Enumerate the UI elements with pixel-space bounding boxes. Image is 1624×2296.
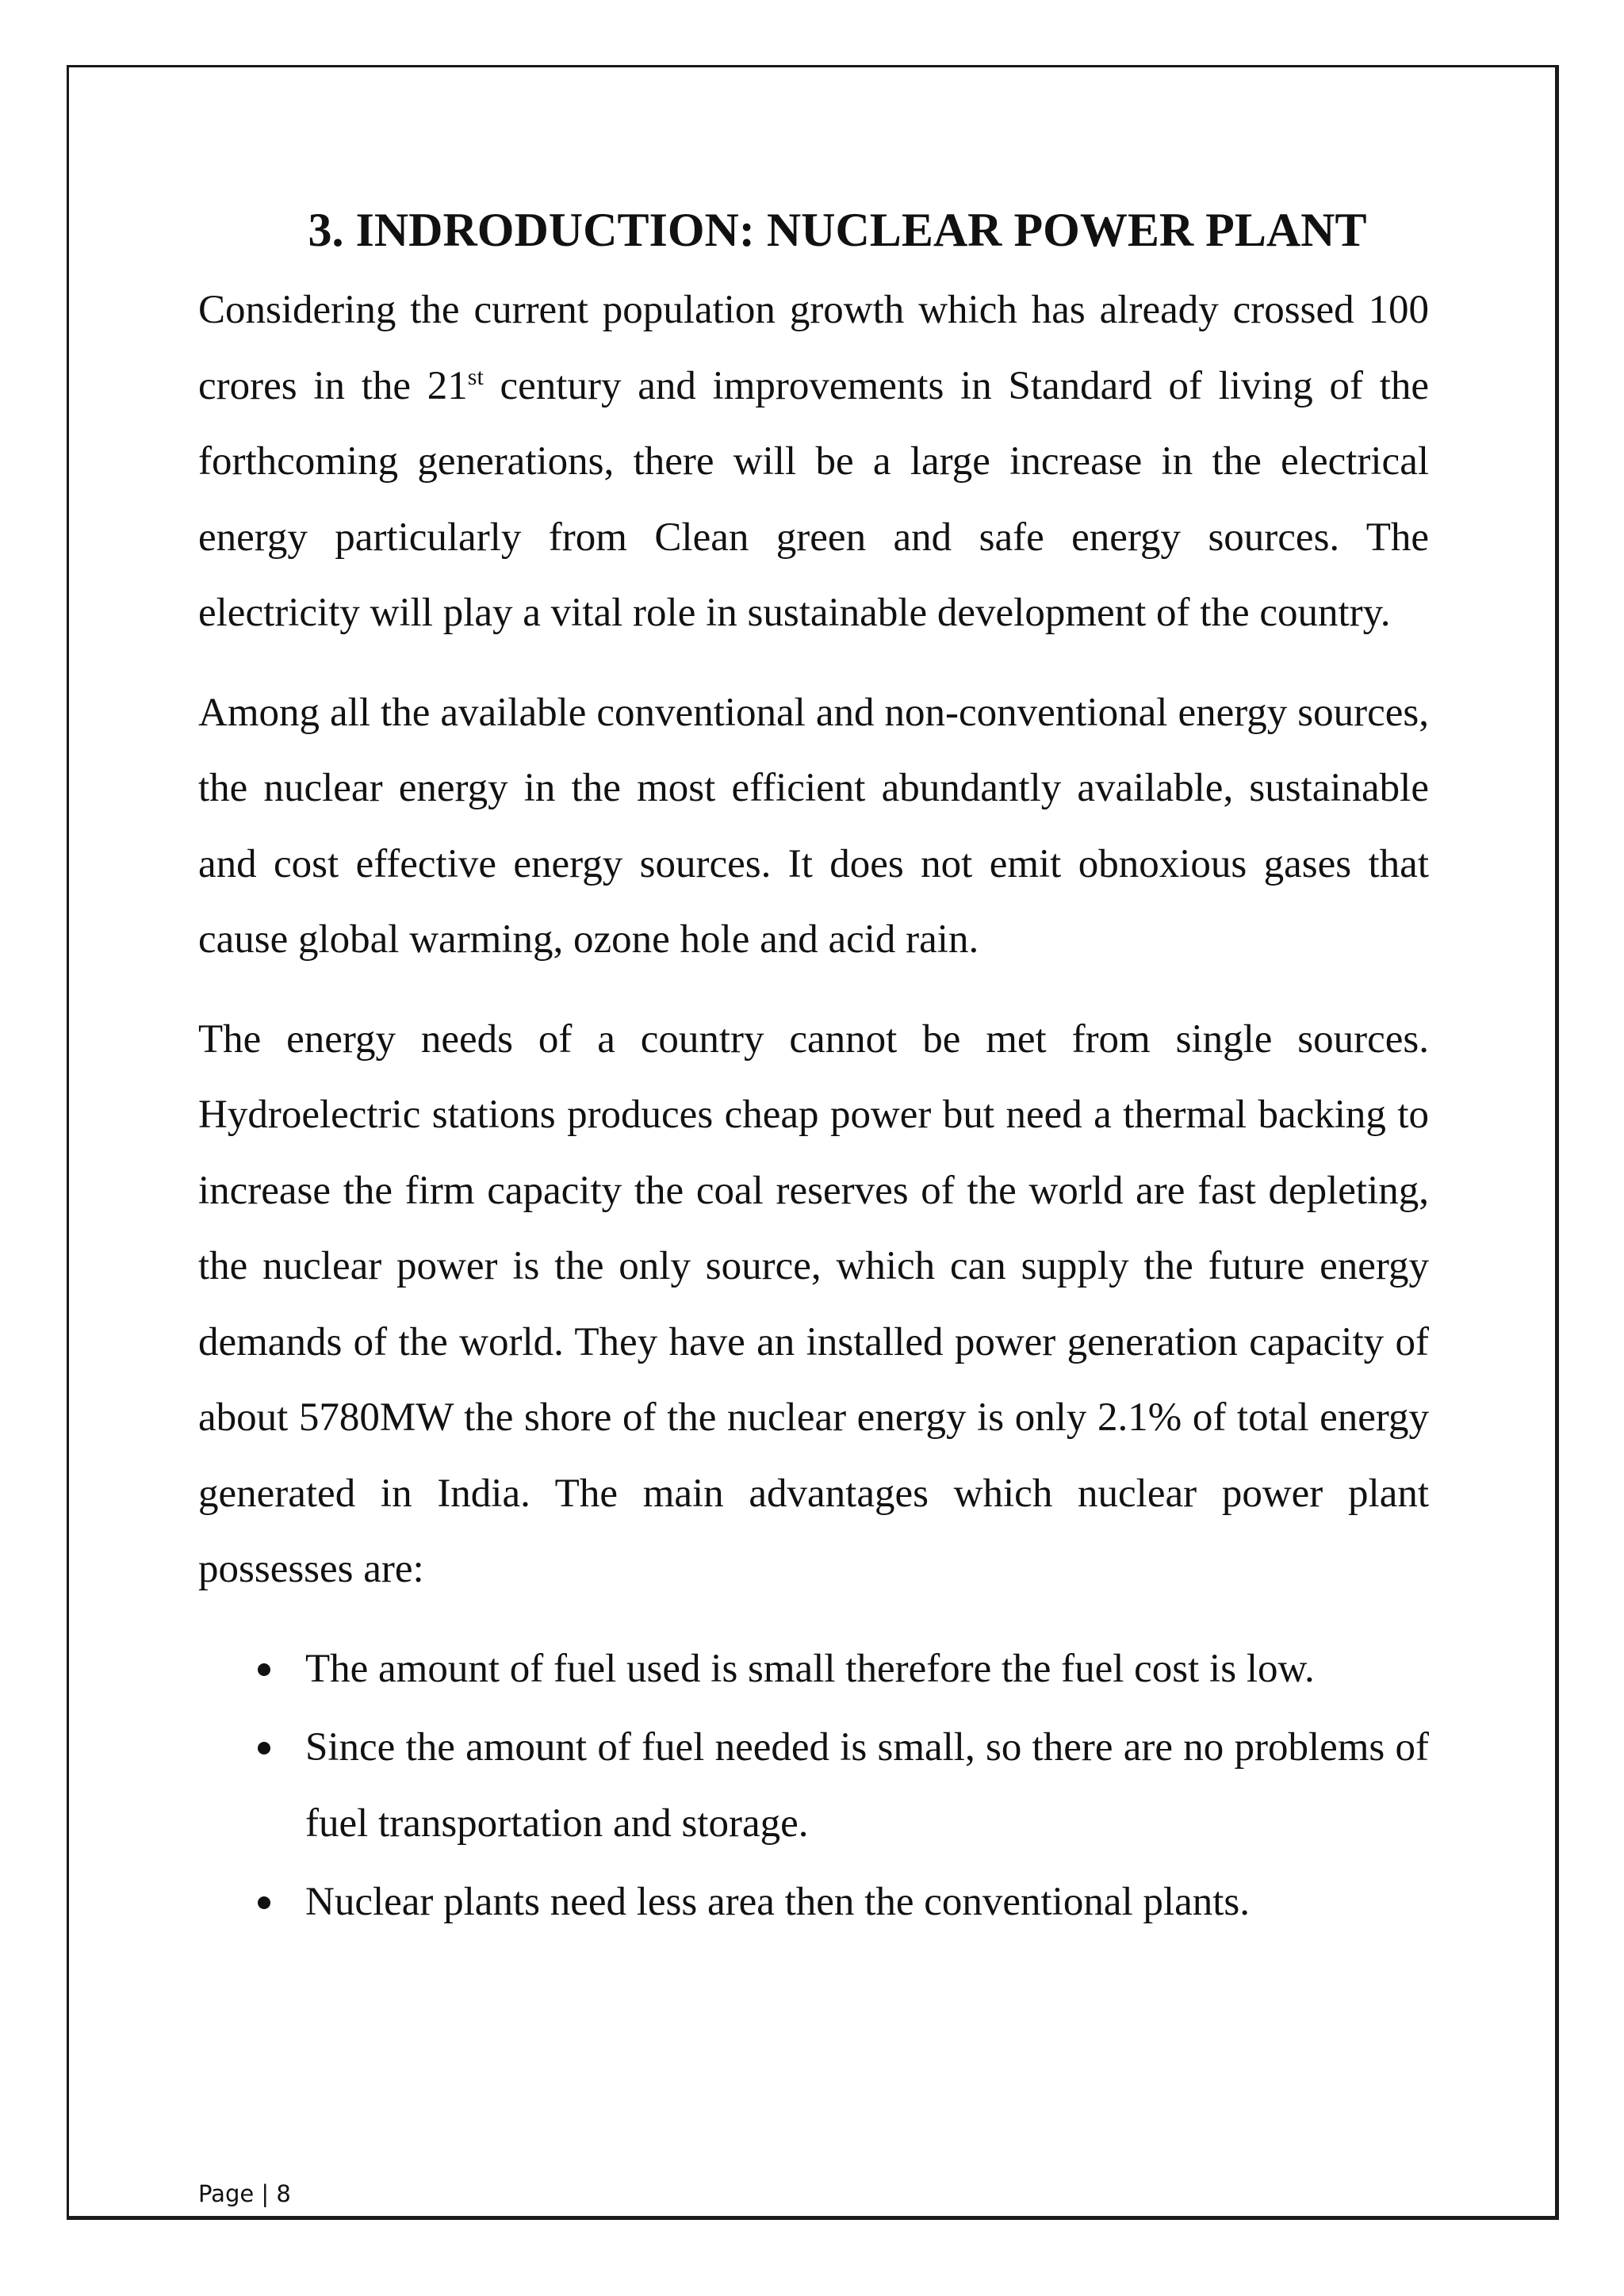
bullet-icon [258, 1663, 270, 1676]
page-content [198, 198, 1429, 1944]
list-item [198, 1865, 1429, 1941]
list-item [198, 1632, 1429, 1708]
bullet-icon [258, 1896, 270, 1909]
list-item-text: Nuclear plants need less area then the conventional plants. [305, 1880, 1250, 1924]
page-number-footer: Page | 8 [198, 2180, 291, 2207]
list-item-text: The amount of fuel used is small therefore the fuel cost is low. [305, 1646, 1315, 1691]
paragraph-text: century and improvements in Standard of living of the forthcoming generations, there will be a large increase in the electrical energy particularly from Clean green and safe energy sources. The electricity will play a vital role in sustainable development of the country. [198, 363, 1429, 635]
paragraph-energy-sources: Among all the available conventional and non-conventional energy sources, the nuclear energy in the most efficient abundantly available, sustainable and cost effective energy sources. It does not emit obnoxious gases that cause global warming, ozone hole and acid rain. [198, 690, 1429, 962]
advantages-list [198, 1632, 1429, 1941]
bullet-icon [258, 1742, 270, 1755]
list-item-text: Since the amount of fuel needed is small, so there are no problems of fuel transportation and storage. [305, 1725, 1429, 1846]
page-title: 3. INDRODUCTION: NUCLEAR POWER PLANT [308, 204, 1367, 256]
paragraph-energy-needs: The energy needs of a country cannot be met from single sources. Hydroelectric stations produces cheap power but need a thermal backing to increase the firm capacity the coal reserves of the world are fast depleting, the nuclear power is the only source, which can supply the future energy demands of the world. They have an installed power generation capacity of about 5780MW the shore of the nuclear energy is only 2.1% of total energy generated in India. The main advantages which nuclear power plant possesses are: [198, 1016, 1429, 1591]
paragraph-population-growth [198, 273, 1429, 652]
list-item [198, 1710, 1429, 1862]
paragraph-text: Considering the current population growth which has already crossed 100 crores in the 21 [198, 288, 1429, 408]
superscript-st: st [467, 363, 484, 390]
